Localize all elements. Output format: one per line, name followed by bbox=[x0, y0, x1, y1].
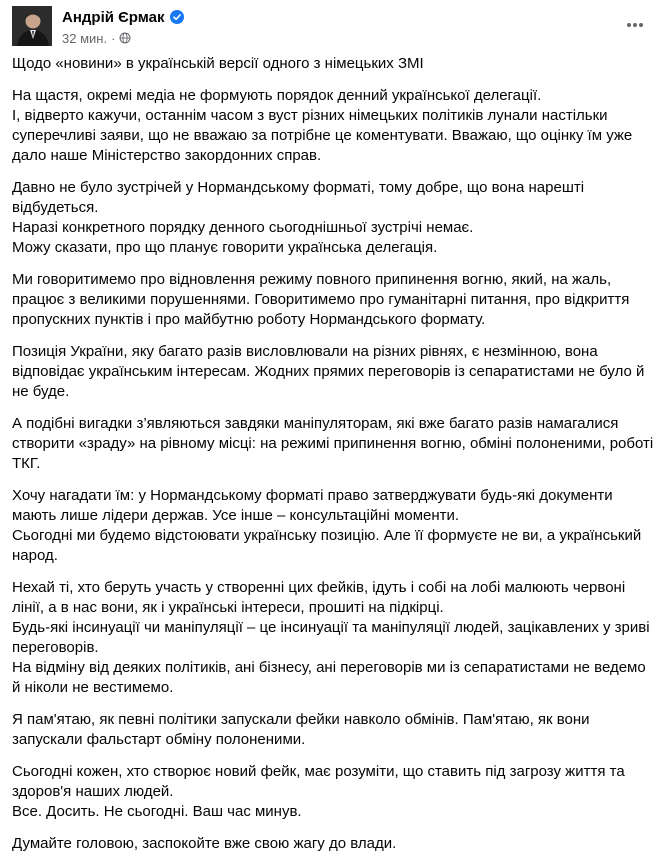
author-avatar[interactable] bbox=[12, 6, 52, 46]
meta-separator: · bbox=[111, 30, 116, 46]
post-paragraph: Сьогодні кожен, хто створює новий фейк, має розуміти, що ставить під загрозу життя та здоров'я наших людей. Все. Досить. Не сьогодні. Ваш час минув. bbox=[12, 763, 625, 820]
post-meta bbox=[62, 29, 131, 47]
more-horizontal-icon bbox=[625, 15, 645, 35]
post-paragraph: Нехай ті, хто беруть участь у створенні цих фейків, ідуть і собі на лобі малюють червоні лінії, а в нас вони, як і українські інтереси, прошиті на підкірці. Будь-які інсинуації чи маніпуляції – це інсинуації та маніпуляції людей, зацікавлених у зриві переговорів. На відміну від деяких політиків, ані бізнесу, ані переговорів ми із сепаратистами не ведемо й ніколи не вестимемо. bbox=[12, 579, 650, 696]
author-row bbox=[62, 7, 184, 27]
post-paragraph: Щодо «новини» в українській версії одного з німецьких ЗМІ bbox=[12, 55, 424, 72]
author-name[interactable]: Андрій Єрмак bbox=[62, 8, 165, 26]
post-timestamp[interactable]: 32 мин. bbox=[62, 30, 108, 46]
post-paragraph: Ми говоритимемо про відновлення режиму повного припинення вогню, який, на жаль, працює з великими порушеннями. Говоритимемо про гуманітарні питання, про відкриття пропускних пунктів і про майбутню роботу Нормандського формату. bbox=[12, 271, 630, 328]
post-body bbox=[12, 54, 658, 866]
verified-badge-icon bbox=[170, 10, 184, 24]
post-paragraph: Давно не було зустрічей у Нормандському форматі, тому добре, що вона нарешті відбудеться. Наразі конкретного порядку денного сьогоднішньої зустрічі немає. Можу сказати, про що планує говорити українська делегація. bbox=[12, 179, 585, 256]
post-paragraph: Позиція України, яку багато разів висловлювали на різних рівнях, є незмінною, вона відповідає українським інтересам. Жодних прямих переговорів із сепаратистами не було й не буде. bbox=[12, 343, 645, 400]
post-header bbox=[12, 4, 656, 48]
post-paragraph: Думайте головою, заспокойте вже свою жагу до влади. bbox=[12, 835, 397, 852]
post-paragraph: На щастя, окремі медіа не формують порядок денний української делегації. І, відверто кажучи, останнім часом з вуст різних німецьких політиків лунали настільки суперечливі заяви, що не вважаю за потрібне це коментувати. Вважаю, що оцінку їм уже дало наше Міністерство закордонних справ. bbox=[12, 87, 633, 164]
avatar-image bbox=[12, 6, 52, 46]
more-options-button[interactable] bbox=[618, 8, 652, 42]
post-paragraph: Хочу нагадати їм: у Нормандському форматі право затверджувати будь-які документи мають лише лідери держав. Усе інше – консультаційні моменти. Сьогодні ми будемо відстоювати українську позицію. Але її формуєте не ви, а український народ. bbox=[12, 487, 642, 564]
post-paragraph: Я пам'ятаю, як певні політики запускали фейки навколо обмінів. Пам'ятаю, як вони запускали фальстарт обміну полоненими. bbox=[12, 711, 590, 748]
globe-icon[interactable] bbox=[119, 32, 131, 44]
post-paragraph: А подібні вигадки з’являються завдяки маніпуляторам, які вже багато разів намагалися створити «зраду» на рівному місці: на режимі припинення вогню, обміні полоненими, роботі ТКГ. bbox=[12, 415, 654, 472]
